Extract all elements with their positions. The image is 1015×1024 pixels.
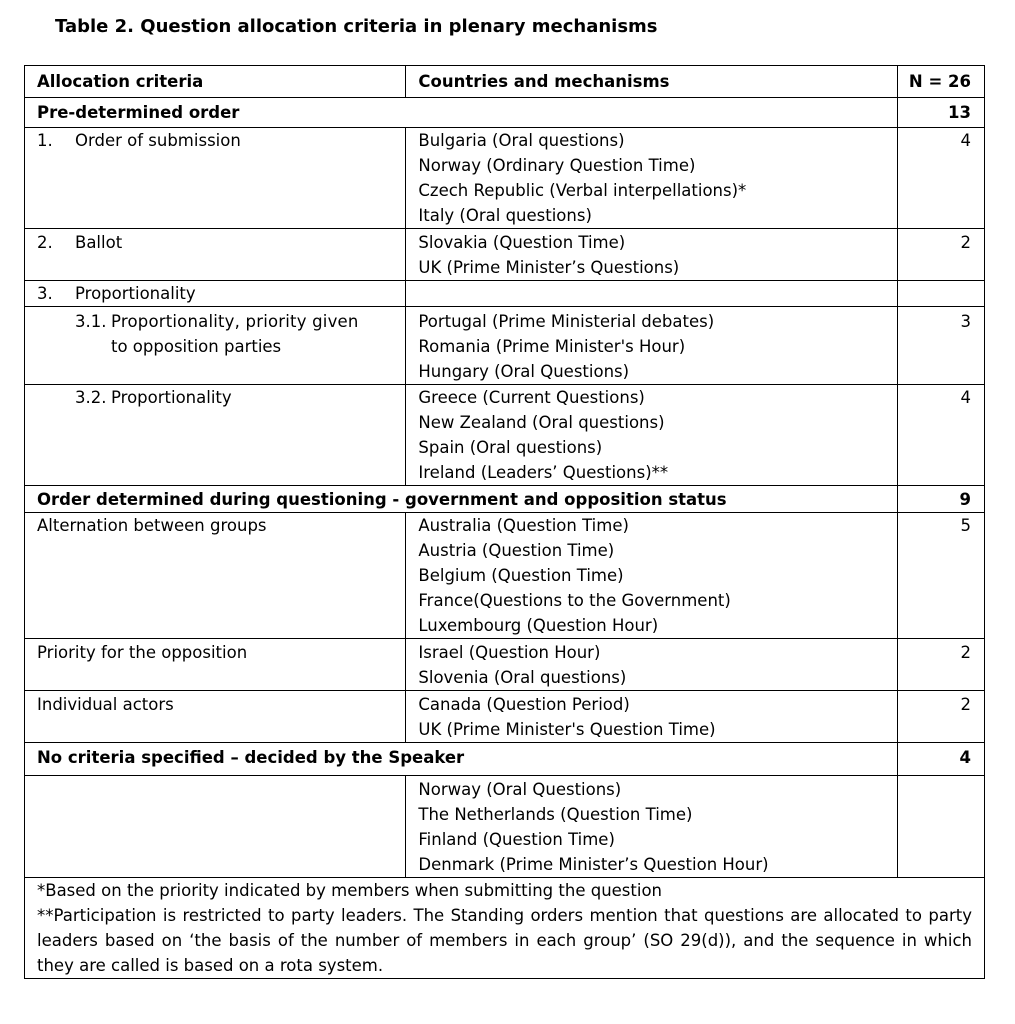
country-entry: Canada (Question Period) [418, 695, 630, 714]
country-entry: The Netherlands (Question Time) [418, 805, 693, 824]
country-entry: Slovakia (Question Time) [418, 233, 626, 252]
section-count: 4 [897, 743, 984, 776]
section-label: No criteria specified – decided by the Speaker [25, 743, 898, 776]
country-entry: Spain (Oral questions) [418, 438, 603, 457]
criteria-cell: Priority for the opposition [25, 639, 406, 691]
criteria-cell-empty [25, 776, 406, 878]
criteria-label-continued: to opposition parties [111, 337, 282, 356]
country-entry: Greece (Current Questions) [418, 388, 645, 407]
section-row-predetermined [25, 98, 985, 128]
country-entry: Norway (Ordinary Question Time) [418, 156, 696, 175]
section-row-no-criteria [25, 743, 985, 776]
country-entry: Ireland (Leaders’ Questions)** [418, 463, 669, 482]
criteria-label: Order of submission [75, 131, 241, 150]
countries-cell [406, 128, 898, 229]
country-entry: Romania (Prime Minister's Hour) [418, 337, 686, 356]
country-entry: New Zealand (Oral questions) [418, 413, 665, 432]
country-entry: France(Questions to the Government) [418, 591, 731, 610]
criteria-label: Proportionality [111, 388, 232, 407]
section-count: 9 [897, 486, 984, 513]
countries-cell [406, 385, 898, 486]
countries-cell [406, 776, 898, 878]
criteria-label: Proportionality [75, 284, 196, 303]
section-count: 13 [897, 98, 984, 128]
country-entry: Norway (Oral Questions) [418, 780, 622, 799]
country-entry: Bulgaria (Oral questions) [418, 131, 625, 150]
countries-cell-empty [406, 281, 898, 307]
country-entry: UK (Prime Minister’s Questions) [418, 258, 680, 277]
countries-cell [406, 639, 898, 691]
section-label: Pre-determined order [25, 98, 898, 128]
item-number: 2. [37, 233, 53, 252]
item-number: 1. [37, 131, 53, 150]
notes-cell [25, 878, 985, 979]
item-number: 3. [37, 284, 53, 303]
footnote-double-asterisk: **Participation is restricted to party leaders. The Standing orders mention that questions are allocated to party leaders based on ‘the basis of the number of members in each group’ (SO 29(d)), and the sequence in which they are called is based on a rota system. [37, 906, 972, 975]
count-cell: 2 [897, 639, 984, 691]
criteria-label: Proportionality, priority given [111, 312, 359, 331]
criteria-label: Ballot [75, 233, 123, 252]
countries-cell [406, 307, 898, 385]
table-title: Table 2. Question allocation criteria in plenary mechanisms [55, 16, 658, 37]
table-row-individual-actors [25, 691, 985, 743]
countries-cell [406, 691, 898, 743]
count-cell: 5 [897, 513, 984, 639]
table-row-priority-opposition [25, 639, 985, 691]
criteria-cell: Alternation between groups [25, 513, 406, 639]
country-entry: Luxembourg (Question Hour) [418, 616, 659, 635]
table-row-ballot [25, 229, 985, 281]
country-entry: Israel (Question Hour) [418, 643, 601, 662]
allocation-table [24, 65, 985, 979]
criteria-cell [25, 385, 406, 486]
country-entry: Slovenia (Oral questions) [418, 668, 627, 687]
section-row-during-questioning [25, 486, 985, 513]
country-entry: Austria (Question Time) [418, 541, 615, 560]
criteria-cell [25, 307, 406, 385]
table-row-order-of-submission [25, 128, 985, 229]
criteria-cell [25, 128, 406, 229]
criteria-cell: Individual actors [25, 691, 406, 743]
table-row-proportionality [25, 281, 985, 307]
header-n-total: N = 26 [897, 66, 984, 98]
criteria-cell [25, 229, 406, 281]
country-entry: UK (Prime Minister's Question Time) [418, 720, 716, 739]
header-allocation-criteria: Allocation criteria [25, 66, 406, 98]
count-cell: 2 [897, 229, 984, 281]
table-row-proportionality-plain [25, 385, 985, 486]
countries-cell [406, 229, 898, 281]
footnote-single-asterisk: *Based on the priority indicated by members when submitting the question [37, 881, 663, 900]
count-cell: 3 [897, 307, 984, 385]
item-number: 3.2. [75, 388, 107, 407]
count-cell: 4 [897, 385, 984, 486]
country-entry: Hungary (Oral Questions) [418, 362, 630, 381]
count-cell-empty [897, 281, 984, 307]
country-entry: Finland (Question Time) [418, 830, 615, 849]
header-row [25, 66, 985, 98]
item-number: 3.1. [75, 312, 107, 331]
count-cell: 4 [897, 128, 984, 229]
country-entry: Czech Republic (Verbal interpellations)* [418, 181, 747, 200]
section-label: Order determined during questioning - government and opposition status [25, 486, 898, 513]
header-countries-mechanisms: Countries and mechanisms [406, 66, 898, 98]
country-entry: Italy (Oral questions) [418, 206, 592, 225]
count-cell-empty [897, 776, 984, 878]
country-entry: Australia (Question Time) [418, 516, 629, 535]
table-row-alternation [25, 513, 985, 639]
country-entry: Portugal (Prime Ministerial debates) [418, 312, 715, 331]
countries-cell [406, 513, 898, 639]
country-entry: Denmark (Prime Minister’s Question Hour) [418, 855, 769, 874]
count-cell: 2 [897, 691, 984, 743]
criteria-cell [25, 281, 406, 307]
country-entry: Belgium (Question Time) [418, 566, 624, 585]
table-row-notes [25, 878, 985, 979]
table-row-proportionality-opposition [25, 307, 985, 385]
table-row-speaker-decided [25, 776, 985, 878]
